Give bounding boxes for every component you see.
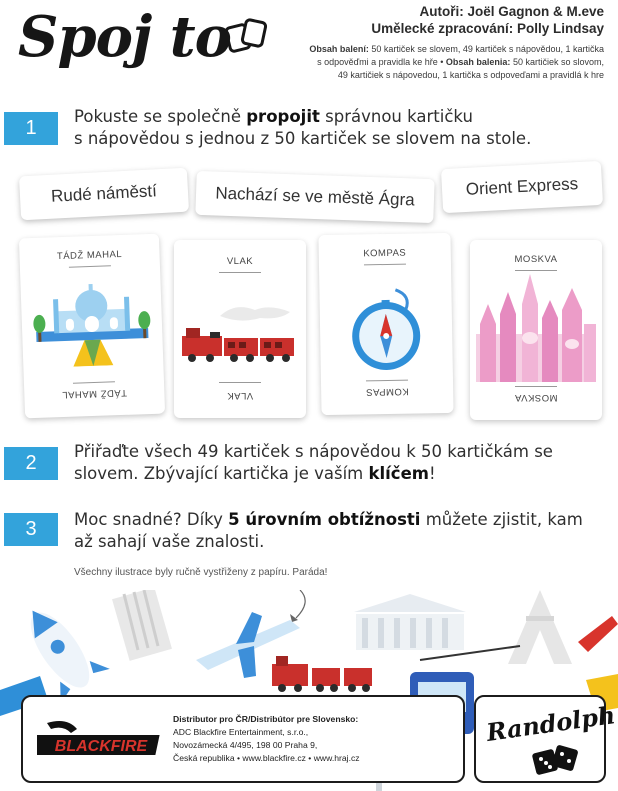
blackfire-logo	[37, 719, 165, 763]
step-2-line-1: Přiřaďte všech 49 kartiček s nápovědou k 50 kartičkám se	[74, 442, 553, 461]
step-3-text-a: Moc snadné? Díky	[74, 510, 229, 529]
word-card-kompas	[318, 233, 453, 415]
step-2-text-b: !	[428, 464, 436, 483]
contents-sk-text-1: 50 kartičiek so slovom,	[512, 57, 604, 67]
distributor-line-2: Novozámecká 4/495, 198 00 Praha 9,	[173, 740, 318, 750]
step-1-text-a: Pokuste se společně	[74, 107, 247, 126]
clue-card-2: Nachází se ve městě Ágra	[195, 171, 434, 223]
word-card-label-bottom: VLAK	[226, 390, 254, 401]
cards-link-icon	[225, 18, 269, 54]
contents-cz-label: Obsah balení:	[309, 44, 369, 54]
illustration-note: Všechny ilustrace byly ručně vystřiženy z papíru. Paráda!	[74, 567, 328, 578]
step-3-badge: 3	[4, 513, 58, 546]
word-card-label-bottom: TÁDŽ MAHAL	[61, 386, 128, 401]
step-1-text-b: správnou kartičku	[319, 107, 473, 126]
authors: Autoři: Joël Gagnon & M.eve	[419, 4, 604, 19]
train-illustration	[180, 302, 300, 372]
step-3-line-2: až sahají vaše znalosti.	[74, 532, 265, 551]
word-card-label-top: MOSKVA	[514, 254, 558, 265]
distributor-title: Distributor pro ČR/Distribútor pre Slovensko:	[173, 714, 359, 724]
word-card-vlak	[174, 240, 306, 418]
word-card-label-bottom: MOSKVA	[514, 392, 558, 403]
blackfire-logo-text: BLACKFIRE	[54, 738, 148, 755]
word-card-moskva	[470, 240, 602, 420]
step-1-line-2: s nápovědou s jednou z 50 kartiček se slovem na stole.	[74, 129, 532, 148]
moscow-illustration	[476, 274, 596, 382]
credits	[304, 3, 604, 82]
step-3-text	[74, 509, 604, 553]
step-1-badge: 1	[4, 112, 58, 145]
step-2-badge: 2	[4, 447, 58, 480]
publisher-logo-text: Randolph	[484, 700, 618, 747]
publisher-box	[474, 695, 618, 783]
step-1-bold: propojit	[246, 107, 320, 126]
dice-icon	[532, 743, 580, 779]
step-2-text-a: slovem. Zbývající kartička je vaším	[74, 464, 369, 483]
distributor-line-3: Česká republika • www.blackfire.cz • www.hraj.cz	[173, 753, 360, 763]
bullet: •	[440, 57, 444, 67]
distributor-line-1: ADC Blackfire Entertainment, s.r.o.,	[173, 727, 309, 737]
step-1-text	[74, 106, 604, 150]
step-3-bold: 5 úrovním obtížnosti	[228, 510, 421, 529]
contents-sk-label: Obsah balenia:	[445, 57, 511, 67]
step-2-text	[74, 441, 604, 485]
taj-mahal-illustration	[26, 274, 157, 368]
word-card-label-bottom: KOMPAS	[365, 385, 409, 398]
word-card-taj-mahal	[19, 234, 165, 419]
word-card-label-top: VLAK	[226, 256, 254, 267]
distributor-box	[21, 695, 465, 783]
word-card-label-top: KOMPAS	[363, 247, 407, 260]
step-2-bold: klíčem	[368, 464, 429, 483]
clue-card-3: Orient Express	[441, 161, 603, 213]
contents-cz-text-2: s odpověďmi a pravidla ke hře	[317, 57, 438, 67]
contents-cz-text-1: 50 kartiček se slovem, 49 kartiček s nápovědou, 1 kartička	[371, 44, 604, 54]
step-3-text-b: můžete zjistit, kam	[420, 510, 583, 529]
distributor-text	[173, 713, 360, 765]
logo-text: Spoj to	[18, 4, 231, 70]
compass-illustration	[325, 285, 447, 377]
word-card-label-top: TÁDŽ MAHAL	[56, 248, 123, 263]
artist: Umělecké zpracování: Polly Lindsay	[371, 21, 604, 36]
game-logo	[18, 4, 268, 84]
box-contents	[304, 43, 604, 82]
contents-sk-text-2: 49 kartičiek s nápovedou, 1 kartička s odpoveďami a pravidlá k hre	[337, 70, 604, 80]
clue-card-1: Rudé náměstí	[19, 168, 189, 221]
